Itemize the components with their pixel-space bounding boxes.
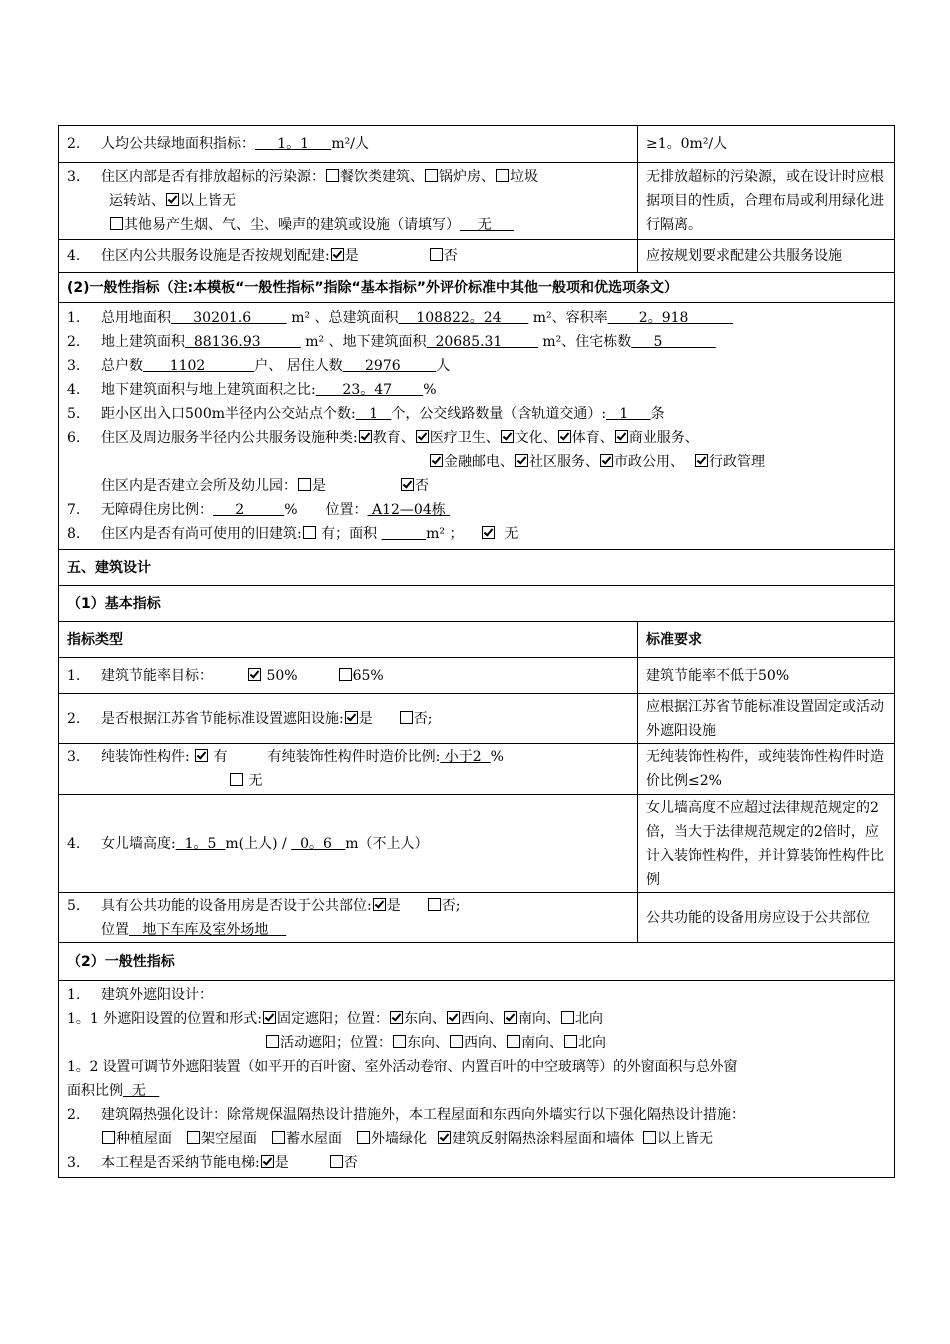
arch-cell: [59, 795, 638, 893]
field-label: m²、容积率: [528, 310, 608, 326]
checkbox-checked-icon[interactable]: [430, 454, 443, 467]
general-block-row: [59, 303, 895, 550]
green-cell: [59, 126, 638, 163]
field-label: %: [490, 749, 504, 765]
field-label: %: [284, 502, 298, 518]
field-label: m（不上人）: [345, 835, 429, 852]
item-number: 2.: [67, 1107, 81, 1123]
field-label: 本工程是否采纳节能电梯:: [101, 1155, 260, 1171]
checkbox-checked-icon[interactable]: [373, 898, 386, 911]
option-label: 活动遮阳；位置：: [280, 1035, 392, 1051]
checkbox-unchecked-icon[interactable]: [430, 248, 443, 261]
option-label: 东向、: [403, 1011, 446, 1027]
checkbox-unchecked-icon[interactable]: [266, 1035, 279, 1048]
field-label: 建筑外遮阳设计：: [101, 987, 213, 1003]
checkbox-checked-icon[interactable]: [501, 430, 514, 443]
general-header-row: [59, 273, 895, 303]
item-number: 4.: [67, 382, 81, 398]
checkbox-checked-icon[interactable]: [515, 454, 528, 467]
checkbox-unchecked-icon[interactable]: [428, 898, 441, 911]
field-label: 地上建筑面积: [101, 334, 185, 350]
field-label: 无障碍住房比例：: [101, 502, 213, 518]
checkbox-checked-icon[interactable]: [416, 430, 429, 443]
checkbox-unchecked-icon[interactable]: [330, 1155, 343, 1168]
option-label: 垃圾: [510, 169, 538, 185]
option-label: 50%: [266, 667, 298, 684]
col-std-header: 标准要求: [638, 622, 895, 658]
item-number: 3.: [67, 1155, 81, 1171]
arch-cell: [59, 744, 638, 795]
option-label: 架空屋面: [201, 1131, 257, 1147]
option-label: 行政管理: [709, 454, 765, 470]
checkbox-checked-icon[interactable]: [438, 1131, 451, 1144]
option-label: 市政公用、: [614, 454, 684, 470]
checkbox-checked-icon[interactable]: [401, 478, 414, 491]
general2-header-row: [59, 943, 895, 981]
checkbox-unchecked-icon[interactable]: [102, 1131, 115, 1144]
field-label: 纯装饰性构件:: [101, 749, 190, 765]
option-label: 以上皆无: [657, 1131, 713, 1147]
field-label: 地下建筑面积与地上建筑面积之比:: [101, 382, 316, 398]
item-number: 2.: [67, 334, 81, 350]
arch-standard: 应根据江苏省节能标准设置固定或活动外遮阳设施: [638, 694, 895, 744]
arch-row-5: [59, 893, 895, 943]
green-label: 人均公共绿地面积指标：: [101, 136, 255, 152]
option-label: 体育、: [571, 430, 614, 446]
field-label: m(上人) /: [225, 835, 292, 852]
option-label: 建筑反射隔热涂料屋面和墙体: [452, 1131, 634, 1147]
checkbox-unchecked-icon[interactable]: [357, 1131, 370, 1144]
item-number: 8.: [67, 526, 81, 542]
green-row: [59, 126, 895, 163]
item-number: 3.: [67, 358, 81, 374]
arch-cell: [59, 893, 638, 943]
field-label: 位置: [101, 921, 129, 938]
option-label: 运转站、: [109, 193, 165, 209]
equipment-room-location[interactable]: 地下车库及室外场地: [129, 921, 287, 938]
yes-label: 是: [386, 897, 401, 914]
checkbox-unchecked-icon[interactable]: [303, 526, 316, 539]
option-label: 西向、: [464, 1035, 506, 1051]
field-label: 建筑节能率目标：: [101, 667, 213, 684]
checkbox-checked-icon[interactable]: [248, 668, 261, 681]
field-label: 距小区出入口500m半径内公交站点个数:: [101, 406, 356, 422]
arch-standard: 建筑节能率不低于50%: [638, 658, 895, 694]
checkbox-checked-icon[interactable]: [359, 430, 372, 443]
checkbox-unchecked-icon[interactable]: [450, 1035, 463, 1048]
pollution-value[interactable]: 无: [460, 217, 515, 233]
checkbox-unchecked-icon[interactable]: [564, 1035, 577, 1048]
item-number: 5.: [67, 406, 81, 422]
checkbox-unchecked-icon[interactable]: [230, 773, 243, 786]
field-label: 是否根据江苏省节能标准设置遮阳设施:: [101, 710, 344, 727]
yes-label: 是: [274, 1155, 289, 1171]
item-number: 2.: [67, 710, 81, 727]
field-label: 1。2 设置可调节外遮阳装置（如平开的百叶窗、室外活动卷帘、内置百叶的中空玻璃等）的外窗面积与总外窗: [67, 1059, 738, 1075]
option-label: 西向、: [460, 1011, 503, 1027]
no-label: 无: [248, 773, 263, 789]
item-number: 6.: [67, 430, 81, 446]
field-label: 总用地面积: [101, 310, 171, 326]
section5-row: [59, 550, 895, 586]
field-label: m²、住宅栋数: [537, 334, 632, 350]
parapet-height-accessible[interactable]: 1。5: [175, 835, 226, 852]
checkbox-checked-icon[interactable]: [558, 430, 571, 443]
field-label: 个，公交线路数量（含轨道交通）:: [391, 406, 607, 422]
checkbox-unchecked-icon[interactable]: [496, 169, 509, 182]
household-count[interactable]: 1102: [143, 358, 255, 374]
item-number: 1.: [67, 310, 81, 326]
yes-label: 是: [344, 248, 359, 264]
no-label: 否: [343, 1155, 358, 1171]
pollution-row: [59, 163, 895, 240]
no-label: 否: [415, 478, 429, 494]
parapet-height-inaccessible[interactable]: 0。6: [291, 835, 346, 852]
total-building-area[interactable]: 108822。24: [398, 310, 529, 326]
option-label: 蓄水屋面: [286, 1131, 342, 1147]
arch-row-4: [59, 795, 895, 893]
field-label: 住区内是否建立会所及幼儿园：: [101, 478, 297, 494]
public-service-standard: 应按规划要求配建公共服务设施: [638, 240, 895, 273]
checkbox-checked-icon[interactable]: [166, 193, 179, 206]
field-label: 女儿墙高度:: [101, 835, 176, 852]
public-service-text: 住区内公共服务设施是否按规划配建:: [101, 248, 330, 264]
arch-cell: [59, 694, 638, 744]
field-label: 总户数: [101, 358, 143, 374]
checkbox-checked-icon[interactable]: [261, 1155, 274, 1168]
item-number: 4.: [67, 248, 81, 264]
adjustable-shading-ratio[interactable]: 无: [123, 1083, 160, 1099]
underground-area[interactable]: 20685.31: [426, 334, 538, 350]
no-label: 否: [443, 248, 458, 264]
underground-ratio[interactable]: 23。47: [315, 382, 424, 398]
field-label: 位置：: [325, 502, 368, 518]
arch-standard: 公共功能的设备用房应设于公共部位: [638, 893, 895, 943]
col-type-header: 指标类型: [59, 622, 638, 658]
general2-header: （2）一般性指标: [59, 943, 895, 981]
checkbox-unchecked-icon[interactable]: [643, 1131, 656, 1144]
checkbox-unchecked-icon[interactable]: [298, 478, 311, 491]
checkbox-checked-icon[interactable]: [331, 248, 344, 261]
above-ground-area[interactable]: 88136.93: [185, 334, 301, 350]
checkbox-checked-icon[interactable]: [447, 1011, 460, 1024]
accessible-ratio[interactable]: 2: [213, 502, 285, 518]
option-label: 南向、: [521, 1035, 563, 1051]
checkbox-checked-icon[interactable]: [600, 454, 613, 467]
checkbox-unchecked-icon[interactable]: [561, 1011, 574, 1024]
option-label: 商业服务、: [628, 430, 699, 446]
item-number: 4.: [67, 835, 81, 852]
pollution-cell: [59, 163, 638, 240]
accessible-location[interactable]: A12—04栋: [367, 502, 451, 518]
field-label: m² ；: [426, 526, 464, 542]
field-label: 住区及周边服务半径内公共服务设施种类:: [101, 430, 358, 446]
pollution-text: 住区内部是否有排放超标的污染源：: [101, 169, 325, 185]
evaluation-table: [58, 125, 895, 1178]
option-label: 金融邮电、: [444, 454, 514, 470]
field-label: 建筑隔热强化设计：除常规保温隔热设计措施外，本工程屋面和东西向外墙实行以下强化隔热设计措施：: [101, 1107, 745, 1123]
basic-header-row: [59, 586, 895, 622]
checkbox-unchecked-icon[interactable]: [326, 169, 339, 182]
plot-ratio[interactable]: 2。918: [607, 310, 733, 326]
yes-label: 是: [312, 478, 326, 494]
no-label: 否;: [441, 897, 461, 914]
item-number: 1.: [67, 987, 81, 1003]
general-block: [59, 303, 895, 550]
section5-title: 五、建筑设计: [59, 550, 895, 586]
general2-block: [59, 981, 895, 1178]
option-label: 东向、: [407, 1035, 449, 1051]
pollution-standard: 无排放超标的污染源，或在设计时应根据项目的性质，合理布局或利用绿化进行隔离。: [638, 163, 895, 240]
checkbox-checked-icon[interactable]: [482, 526, 495, 539]
option-label: 锅炉房、: [439, 169, 495, 185]
yes-label: 有；面积: [316, 526, 382, 542]
option-label: 外墙绿化: [371, 1131, 427, 1147]
checkbox-unchecked-icon[interactable]: [425, 169, 438, 182]
old-building-area[interactable]: [382, 526, 427, 542]
item-number: 7.: [67, 502, 81, 518]
yes-label: 有: [213, 749, 228, 765]
yes-label: 是: [358, 710, 373, 727]
arch-standard: 无纯装饰性构件，或纯装饰性构件时造价比例≤2%: [638, 744, 895, 795]
bus-stop-count[interactable]: 1: [355, 406, 392, 422]
field-label: m² 、总建筑面积: [286, 310, 399, 326]
field-label: m² 、地下建筑面积: [300, 334, 427, 350]
green-value[interactable]: 1。1: [255, 136, 332, 152]
resident-count[interactable]: 2976: [342, 358, 437, 374]
option-label: 北向: [574, 1011, 603, 1027]
checkbox-checked-icon[interactable]: [695, 454, 708, 467]
field-label: 户、 居住人数: [254, 358, 343, 374]
item-number: 3.: [67, 749, 81, 765]
checkbox-checked-icon[interactable]: [263, 1011, 276, 1024]
field-label: 条: [650, 406, 665, 422]
arch-cell: [59, 658, 638, 694]
document-page: [58, 125, 893, 1178]
option-label: 餐饮类建筑、: [340, 169, 424, 185]
public-service-cell: [59, 240, 638, 273]
column-header-row: [59, 622, 895, 658]
item-number: 3.: [67, 169, 81, 185]
total-land-area[interactable]: 30201.6: [171, 310, 287, 326]
arch-row-2: [59, 694, 895, 744]
no-label: 无: [504, 526, 519, 542]
general-header: (2)一般性指标（注:本模板“一般性指标”指除“基本指标”外评价标准中其他一般项和优选项条文）: [59, 273, 895, 303]
checkbox-checked-icon[interactable]: [345, 711, 358, 724]
option-label: 社区服务、: [529, 454, 599, 470]
building-count[interactable]: 5: [631, 334, 716, 350]
option-label: 南向、: [517, 1011, 560, 1027]
checkbox-unchecked-icon[interactable]: [393, 1035, 406, 1048]
option-label: 医疗卫生、: [429, 430, 500, 446]
public-service-row: [59, 240, 895, 273]
checkbox-unchecked-icon[interactable]: [110, 217, 123, 230]
option-label: 教育、: [372, 430, 415, 446]
option-label: 其他易产生烟、气、尘、噪声的建筑或设施（请填写）: [124, 217, 460, 233]
checkbox-checked-icon[interactable]: [390, 1011, 403, 1024]
bus-line-count[interactable]: 1: [606, 406, 651, 422]
arch-row-1: [59, 658, 895, 694]
no-label: 否;: [413, 710, 433, 727]
item-number: 5.: [67, 897, 81, 914]
arch-row-3: [59, 744, 895, 795]
option-label: 北向: [578, 1035, 606, 1051]
field-label: 1。1 外遮阳设置的位置和形式:: [67, 1011, 262, 1027]
checkbox-unchecked-icon[interactable]: [187, 1131, 200, 1144]
decor-cost-ratio[interactable]: 小于2: [440, 749, 491, 765]
item-number: 1.: [67, 667, 81, 684]
field-label: 人: [436, 358, 451, 374]
field-label: 有纯装饰性构件时造价比例:: [267, 749, 441, 765]
checkbox-checked-icon[interactable]: [195, 749, 208, 762]
checkbox-checked-icon[interactable]: [615, 430, 628, 443]
green-standard: ≥1。0m²/人: [638, 126, 895, 163]
option-label: 65%: [352, 667, 384, 684]
checkbox-unchecked-icon[interactable]: [339, 668, 352, 681]
checkbox-unchecked-icon[interactable]: [272, 1131, 285, 1144]
option-label: 文化、: [514, 430, 557, 446]
field-label: 具有公共功能的设备用房是否设于公共部位:: [101, 897, 372, 914]
green-unit: m²/人: [331, 136, 369, 152]
field-label: 住区内是否有尚可使用的旧建筑:: [101, 526, 302, 542]
checkbox-checked-icon[interactable]: [504, 1011, 517, 1024]
basic-header: （1）基本指标: [59, 586, 895, 622]
option-label: 固定遮阳；位置：: [276, 1011, 389, 1027]
item-number: 2.: [67, 136, 81, 152]
field-label: %: [423, 382, 437, 398]
general2-block-row: [59, 981, 895, 1178]
checkbox-unchecked-icon[interactable]: [400, 711, 413, 724]
arch-standard: 女儿墙高度不应超过法律规范规定的2倍，当大于法律规范规定的2倍时，应计入装饰性构件，并计算装饰性构件比例: [638, 795, 895, 893]
field-label: 面积比例: [67, 1083, 123, 1099]
checkbox-unchecked-icon[interactable]: [507, 1035, 520, 1048]
option-label: 以上皆无: [180, 193, 236, 209]
option-label: 种植屋面: [116, 1131, 172, 1147]
